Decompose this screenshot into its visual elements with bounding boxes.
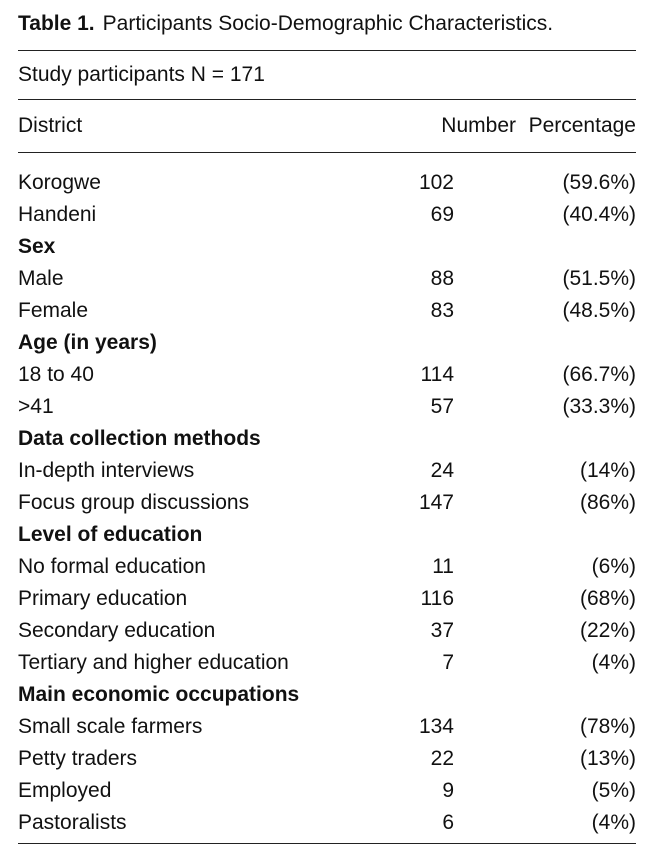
row-percentage: (6%) [591,555,636,578]
table-row [18,551,636,583]
row-percentage: (14%) [579,459,636,482]
row-percentage: (13%) [579,747,636,770]
row-percentage [516,231,636,263]
row-number: 24 [430,459,454,482]
row-number: 22 [430,747,454,770]
table-body [18,153,636,839]
row-label: Small scale farmers [18,715,203,738]
row-percentage: (4%) [591,811,636,834]
row-number: 102 [418,171,454,194]
row-percentage [516,519,636,551]
row-percentage: (4%) [591,651,636,674]
header-percentage: Percentage [528,114,636,137]
row-label: Petty traders [18,747,138,770]
table-caption [18,8,636,40]
table-row [18,199,636,231]
row-percentage [516,679,636,711]
table-bottom-rule [18,843,636,844]
row-percentage: (86%) [579,491,636,514]
row-label: Primary education [18,587,188,610]
row-percentage: (78%) [579,715,636,738]
table-row [18,391,636,423]
row-label: Focus group discussions [18,491,250,514]
row-percentage: (59.6%) [562,171,636,194]
row-percentage: (33.3%) [562,395,636,418]
row-percentage: (68%) [579,587,636,610]
row-label: Handeni [18,203,97,226]
section-heading: Main economic occupations [18,683,300,706]
table-row [18,487,636,519]
row-percentage: (22%) [579,619,636,642]
row-number: 88 [430,267,454,290]
section-heading: Age (in years) [18,331,157,354]
table-row [18,455,636,487]
row-label: Tertiary and higher education [18,651,289,674]
row-number: 7 [442,651,454,674]
row-number: 9 [442,779,454,802]
table-row [18,743,636,775]
row-percentage: (5%) [591,779,636,802]
section-heading: Data collection methods [18,427,261,450]
table-section-row [18,519,636,551]
header-number: Number [441,114,516,137]
section-heading: Level of education [18,523,203,546]
row-number: 83 [430,299,454,322]
row-number [376,423,516,455]
table-caption-label: Table 1. [18,12,95,35]
table-row [18,647,636,679]
table-header-row [18,100,636,152]
row-label: Pastoralists [18,811,127,834]
row-number: 114 [420,363,454,386]
row-number [376,327,516,359]
table-section-row [18,423,636,455]
row-label: Korogwe [18,171,101,194]
table-row [18,711,636,743]
row-label: Male [18,267,64,290]
row-label: Employed [18,779,112,802]
table-row [18,359,636,391]
row-label: Secondary education [18,619,216,642]
row-number: 57 [430,395,454,418]
row-percentage [516,423,636,455]
row-number [376,679,516,711]
table-section-row [18,231,636,263]
row-number: 147 [418,491,454,514]
table-row [18,807,636,839]
row-label: No formal education [18,555,206,578]
row-label: In-depth interviews [18,459,195,482]
row-number: 69 [430,203,454,226]
header-district: District [18,114,83,137]
row-percentage [516,327,636,359]
row-percentage: (48.5%) [562,299,636,322]
row-label: >41 [18,395,54,418]
row-percentage: (66.7%) [562,363,636,386]
row-percentage: (40.4%) [562,203,636,226]
table-row [18,775,636,807]
table-section-row [18,327,636,359]
row-number: 11 [432,555,454,578]
row-percentage: (51.5%) [562,267,636,290]
row-label: Female [18,299,89,322]
row-number: 134 [418,715,454,738]
row-number: 37 [430,619,454,642]
row-number [376,231,516,263]
table-row [18,263,636,295]
study-participants-line: Study participants N = 171 [18,63,265,86]
row-number: 116 [420,587,454,610]
table-caption-title: Participants Socio-Demographic Characteristics. [102,12,554,35]
table-section-row [18,679,636,711]
table-row [18,615,636,647]
table-row [18,583,636,615]
row-label: 18 to 40 [18,363,94,386]
row-number [376,519,516,551]
table-row [18,167,636,199]
row-number: 6 [442,811,454,834]
table-row [18,295,636,327]
section-heading: Sex [18,235,56,258]
